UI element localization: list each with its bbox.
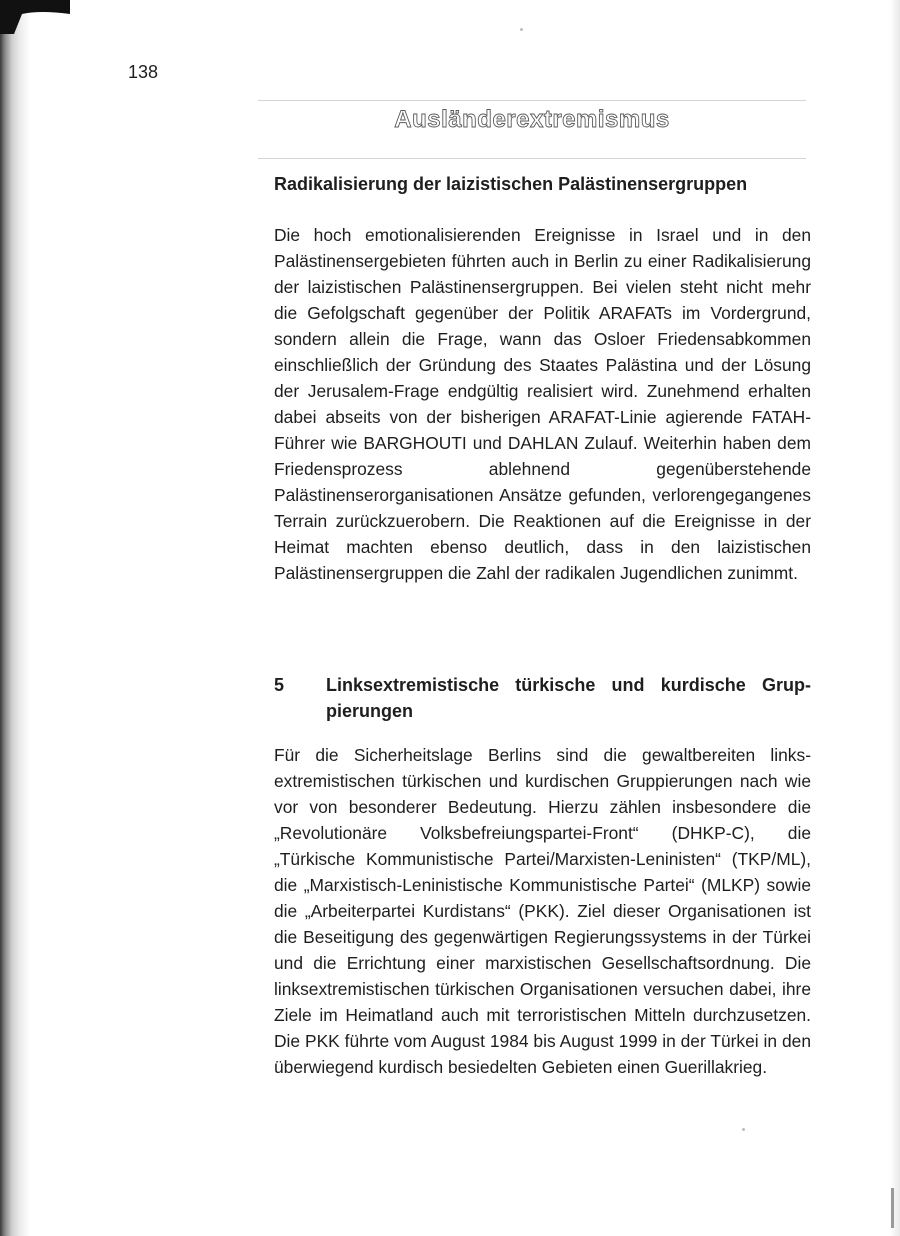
scan-speck	[742, 1128, 745, 1131]
section-heading: Radikalisierung der laizistischen Palästinensergruppen	[274, 174, 748, 194]
page-number: 138	[128, 62, 159, 82]
scan-right-edge	[890, 0, 900, 1236]
chapter-body	[274, 742, 811, 1080]
scan-binding-edge	[0, 0, 30, 1236]
chapter-number: 5	[274, 675, 285, 695]
section-paragraph: Die hoch emotionalisierenden Ereignisse in Israel und in den Palästinensergebieten führten auch in Berlin zu einer Radikalisierung der laizistischen Palästinensergruppen. Bei vielen steht nicht mehr die Gefolgschaft gegenüber der Politik ARAFATs im Vordergrund, sondern allein die Frage, wann das Osloer Friedensabkommen einschließlich der Gründung des Staates Palästina und der Lösung der Jerusalem-Frage endgültig realisiert wird. Zunehmend erhalten dabei abseits von der bisherigen ARAFAT-Linie agierende FATAH-Führer wie BARGHOUTI und DAHLAN Zulauf. Weiterhin haben dem Friedensprozess ablehnend gegenüberstehende Palästinenserorganisationen Ansätze gefunden, verlorengegangenes Terrain zurückzuerobern. Die Reaktionen auf die Ereignisse in der Heimat machten ebenso deutlich, dass in den laizistischen Palästinensergruppen die Zahl der radikalen Jugendlichen zunimmt.	[274, 225, 811, 583]
header-rule-top	[258, 100, 806, 101]
scan-speck	[520, 28, 523, 31]
chapter-heading	[274, 672, 811, 724]
running-header-title: Ausländerextremismus	[394, 106, 670, 133]
chapter-paragraph: Für die Sicherheitslage Berlins sind die gewaltbereiten linksextremistischen türkischen und kurdischen Gruppierungen nach wie vor von besonderer Bedeutung. Hierzu zählen insbesondere die „Revolutionäre Volksbefreiungspartei-Front“ (DHKP-C), die „Türkische Kommunistische Partei/Marxisten-Leninisten“ (TKP/ML), die „Marxistisch-Leninistische Kommunistische Partei“ (MLKP) sowie die „Arbeiterpartei Kurdistans“ (PKK). Ziel dieser Organisationen ist die Beseitigung des gegenwärtigen Regierungssystems in der Türkei und die Errichtung einer marxistischen Gesellschaftsordnung. Die linksextremistischen türkischen Organisationen versuchen dabei, ihre Ziele im Heimatland auch mit terroristischen Mitteln durchzusetzen. Die PKK führte vom August 1984 bis August 1999 in der Türkei in den überwiegend kurdisch besiedelten Gebieten einen Guerillakrieg.	[274, 745, 811, 1077]
chapter-title: Linksextremistische türkische und kurdische Gruppierungen	[326, 675, 811, 721]
scan-corner-mark	[0, 0, 70, 34]
section-heading-block	[274, 172, 811, 196]
header-rule-bottom	[258, 158, 806, 159]
section-body	[274, 222, 811, 586]
scan-edge-mark	[891, 1188, 894, 1228]
